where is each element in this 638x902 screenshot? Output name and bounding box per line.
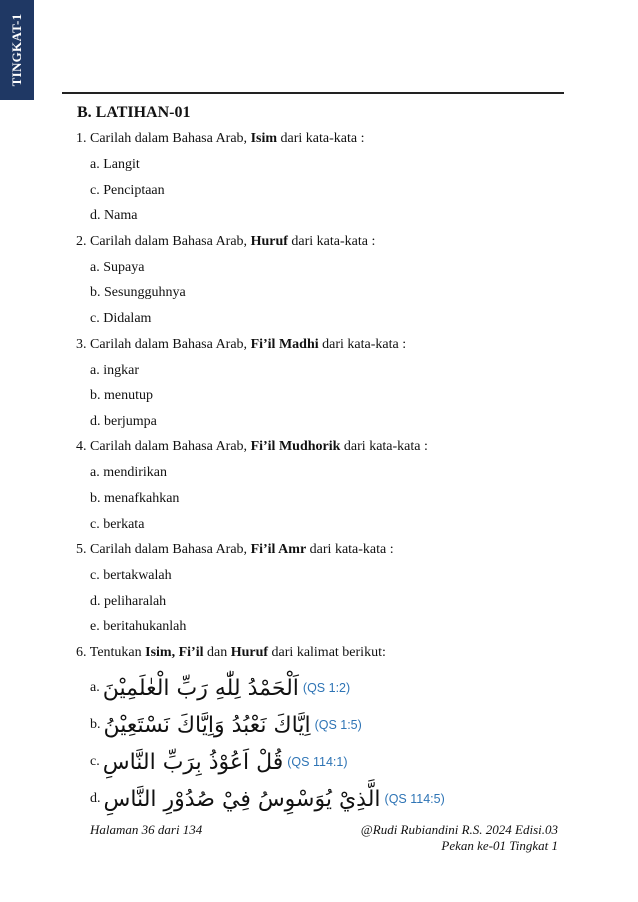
option-item: c. bertakwalah — [90, 568, 172, 584]
footer-page-number: Halaman 36 dari 134 — [90, 822, 203, 837]
verse-reference: (QS 114:1) — [287, 755, 348, 770]
verse-label: d. — [90, 791, 101, 807]
top-rule — [62, 92, 564, 94]
option-item: a. ingkar — [90, 362, 139, 378]
question-1: 1. Carilah dalam Bahasa Arab, Isim dari kata-kata : — [76, 131, 365, 146]
option-item: d. peliharalah — [90, 593, 167, 609]
verse-item — [76, 744, 566, 781]
verse-reference: (QS 1:2) — [302, 681, 351, 696]
arabic-verse: الَّذِيْ يُوَسْوِسُ فِيْ صُدُوْرِ النَّاسِ — [103, 786, 381, 812]
side-tab — [0, 0, 34, 100]
option-item: a. Langit — [90, 157, 140, 172]
footer-credit-line: @Rudi Rubiandini R.S. 2024 Edisi.03 — [360, 822, 558, 837]
question-3: 3. Carilah dalam Bahasa Arab, Fi’il Madhi dari kata-kata : — [76, 336, 407, 352]
verse-item — [76, 707, 566, 744]
side-tab-label: TINGKAT-1 — [9, 13, 24, 87]
verse-label: c. — [90, 754, 100, 770]
option-item: b. Sesungguhnya — [90, 285, 186, 301]
option-item: a. mendirikan — [90, 465, 167, 481]
footer-week-line: Pekan ke-01 Tingkat 1 — [441, 838, 558, 853]
verse-label: a. — [90, 680, 100, 696]
option-item: b. menutup — [90, 388, 153, 404]
question-2: 2. Carilah dalam Bahasa Arab, Huruf dari kata-kata : — [76, 233, 376, 249]
arabic-verse: قُلْ اَعُوْذُ بِرَبِّ النَّاسِ — [102, 749, 284, 775]
option-item: b. menafkahkan — [90, 490, 180, 506]
section-title: B. LATIHAN-01 — [77, 104, 191, 121]
arabic-verse: اَلْحَمْدُ لِلّٰهِ رَبِّ الْعٰلَمِيْنَ — [102, 675, 299, 701]
footer-credit — [361, 822, 558, 854]
question-5: 5. Carilah dalam Bahasa Arab, Fi’il Amr dari kata-kata : — [76, 542, 394, 558]
option-item: c. Penciptaan — [90, 182, 165, 198]
option-item: a. Supaya — [90, 259, 145, 275]
option-item: c. berkata — [90, 516, 145, 532]
verse-reference: (QS 114:5) — [384, 792, 445, 807]
option-item: d. Nama — [90, 208, 138, 224]
verse-label: b. — [90, 717, 101, 733]
option-item: d. berjumpa — [90, 413, 157, 429]
verse-reference: (QS 1:5) — [314, 718, 362, 733]
option-item: e. beritahukanlah — [90, 619, 187, 635]
question-4: 4. Carilah dalam Bahasa Arab, Fi’il Mudhorik dari kata-kata : — [76, 439, 428, 455]
option-item: c. Didalam — [90, 310, 152, 326]
verse-item — [76, 670, 566, 707]
question-6: 6. Tentukan Isim, Fi’il dan Huruf dari kalimat berikut: — [76, 644, 386, 660]
verse-item — [76, 781, 566, 818]
exercise-content — [76, 126, 566, 818]
arabic-verse: اِيَّاكَ نَعْبُدُ وَاِيَّاكَ نَسْتَعِيْنُ — [103, 712, 311, 738]
